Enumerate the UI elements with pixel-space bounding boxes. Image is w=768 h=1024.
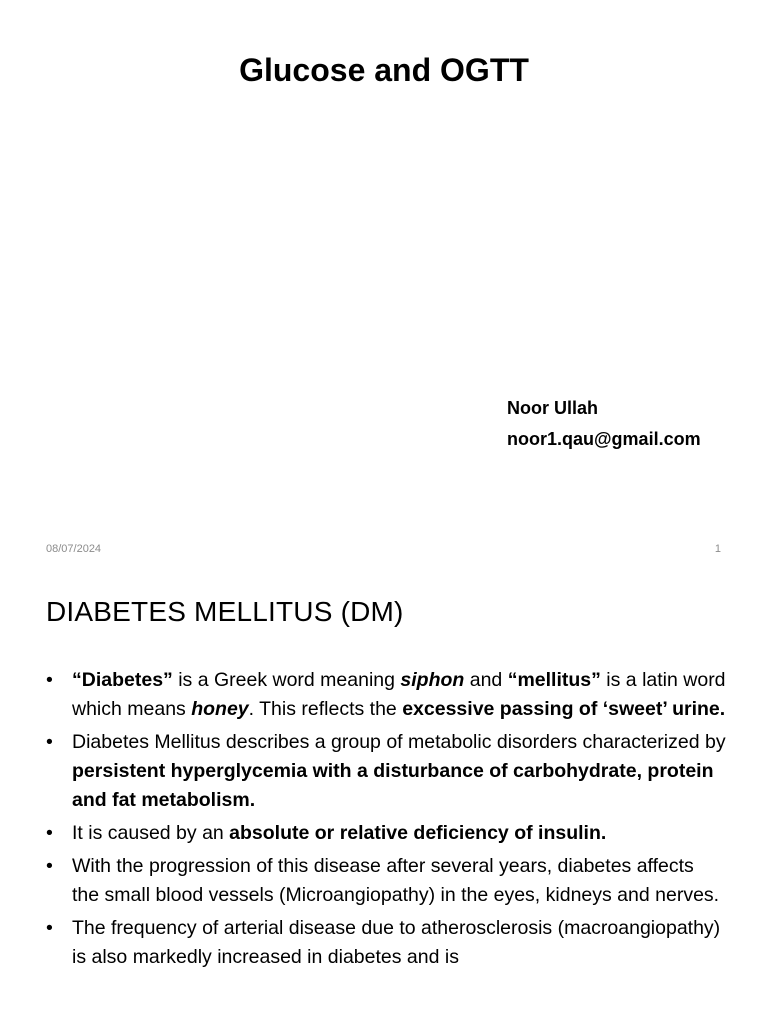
slide-2-title: DIABETES MELLITUS (DM)	[46, 596, 404, 627]
bullet-dot-icon: •	[46, 917, 53, 939]
bullet-text: excessive passing of ‘sweet’ urine.	[402, 698, 726, 720]
footer-date: 08/07/2024	[46, 543, 102, 555]
bullet-dot-icon: •	[46, 669, 53, 691]
bullet-item	[46, 728, 726, 815]
bullet-text: . This reflects the	[248, 698, 403, 720]
bullet-item	[46, 914, 726, 972]
bullet-item	[46, 852, 726, 910]
bullet-text: absolute or relative deficiency of insulin.	[229, 822, 607, 844]
bullet-text: is a latin word which means	[72, 669, 726, 720]
bullet-text: It is caused by an	[72, 822, 230, 844]
bullet-text: and	[464, 669, 508, 691]
bullet-item	[46, 666, 726, 724]
bullet-dot-icon: •	[46, 822, 53, 844]
bullet-list	[46, 666, 726, 976]
author-block	[507, 393, 701, 455]
bullet-text: siphon	[400, 669, 465, 691]
bullet-text: “Diabetes”	[72, 669, 173, 691]
slide-2	[0, 576, 768, 1024]
bullet-text: persistent hyperglycemia with a disturbance of carbohydrate, protein and fat metabolism.	[72, 760, 714, 811]
slide-number: 1	[714, 543, 721, 555]
bullet-text: is a Greek word meaning	[172, 669, 401, 691]
bullet-text: With the progression of this disease after several years, diabetes affects the small blood vessels (Microangiopathy) in the eyes, kidneys and nerves.	[72, 855, 720, 906]
slide-1-title: Glucose and OGTT	[239, 52, 529, 88]
bullet-text: The frequency of arterial disease due to atherosclerosis (macroangiopathy) is also markedly increased in diabetes and is	[72, 917, 721, 968]
bullet-text: honey	[191, 698, 249, 720]
bullet-item	[46, 819, 726, 848]
bullet-dot-icon: •	[46, 855, 53, 877]
bullet-text: “mellitus”	[507, 669, 601, 691]
author-email: noor1.qau@gmail.com	[507, 429, 701, 449]
bullet-dot-icon: •	[46, 731, 53, 753]
bullet-text: Diabetes Mellitus describes a group of metabolic disorders characterized by	[72, 731, 726, 753]
author-name: Noor Ullah	[507, 398, 599, 418]
